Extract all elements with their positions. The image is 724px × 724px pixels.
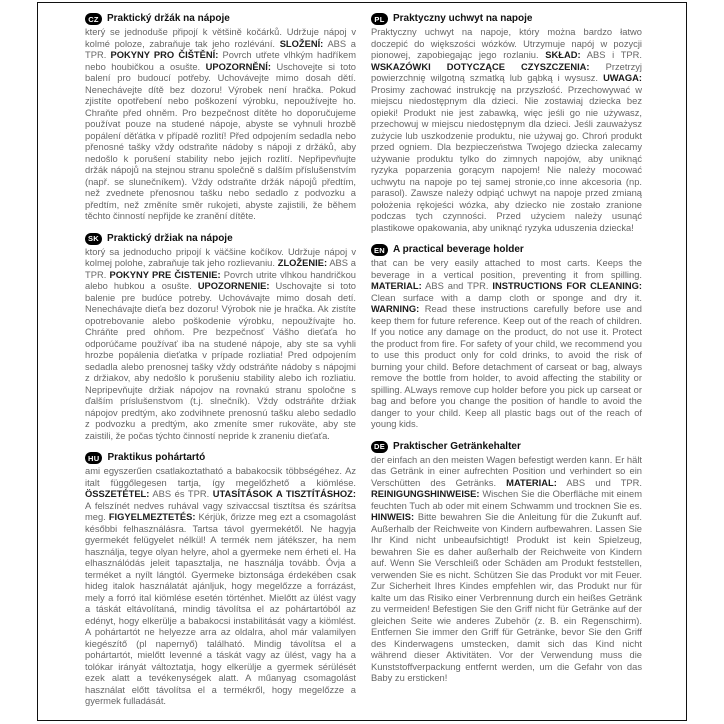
section-cz (85, 13, 356, 223)
section-cz-body: který se jednoduše připojí k většině kočárků. Udržuje nápoj v kolmé poloze, zabraňuje tak jeho rozlévání. SLOŽENÍ: ABS a TPR. POKYNY PRO ČIŠTĚNÍ: Povrch utřete vlhkým hadříkem nebo houbičkou a osušte. UPOZORNĚNÍ: Uschovejte si toto balení pro budoucí potřeby. Uchovávejte mimo dosah dětí. Nenechávejte dítě bez dozoru! Výrobek není hračka. Pokud zjistíte opotřebení nebo poškození výrobku, nepoužívejte ho. Chraňte před ohněm. Pro bezpečnost dítěte ho doporučujeme používat pouze na studené nápoje, abyste se vyhnuli hrozbě popálení děťátka v případě rozlití! Před odpojením sedadla nebo přenosné tašky vždy odstraňte nádoby s nápoji z držáků, aby nedošlo k porušení stability nebo jejich rozlití. Nepřipevňujte držák nápojů na stejnou stranu společně s dalším příslušenstvím (např. se slunečníkem). Vždy odstraňte držák nápojů předtím, než zvednete přenosnou tašku nebo sedadlo z podvozku a předtím, než změníte směr rukojeti, abyste zajistili, že během těchto činností nepřijde ke zranění dítěte. (85, 27, 357, 221)
section-sk (85, 233, 356, 443)
section-en (371, 244, 642, 431)
language-badge-pl: PL (371, 13, 388, 25)
section-en-header (371, 244, 642, 256)
language-badge-de: DE (371, 441, 388, 453)
section-hu (85, 452, 356, 708)
section-en-body: that can be very easily attached to most carts. Keeps the beverage in a vertical position, preventing it from spilling. MATERIAL: ABS and TPR. INSTRUCTIONS FOR CLEANING: Clean surface with a damp cloth or sponge and dry it. WARNING: Read these instructions carefully before use and keep them for future reference. Keep out of the reach of children. If you notice any damage on the product, do not use it. Protect the product from fire. For safety of your child, we recommend you to use this product only for cold drinks, to avoid the risk of burning your child. Before detachment of carseat or bag, always remove the bottle from holder, to avoid affecting the stability or spilling. ALways remove cup holder before you pick up carseat or bag and before you change the position of handle to avoid the danger to your child. Keep all plastic bags out of the reach of young kids. (371, 258, 642, 429)
left-column (85, 13, 356, 718)
section-hu-header (85, 452, 356, 464)
section-pl-body: Praktyczny uchwyt na napoje, który można bardzo łatwo doczepić do większości wózków. Utrzymuje napój w pozycji pionowej, zapobiegając jego rozlaniu. SKŁAD: ABS i TPR. WSKAZÓWKI DOTYCZĄCE CZYSZCZENIA: Przetrzyj powierzchnię wilgotną szmatką lub gąbką i wysusz. UWAGA: Prosimy zachować instrukcję na przyszłość. Przechowywać w miejscu niedostępnym dla dzieci. Nie zostawiaj dziecka bez opieki! Produkt nie jest zabawką, więc jeśli go nie używasz, przechowuj w miejscu niedostępnym dla dzieci. Jeśli zauważysz zużycie lub uszkodzenie produktu, nie używaj go. Chroń produkt przed ogniem. Dla bezpieczeństwa Twojego dziecka zalecamy używanie produktu tylko do zimnych napojów, aby uniknąć ryzyka poparzenia gorącym napojem! Nie należy mocować uchwytu na napoje po tej samej stronie,co inne akcesoria (np. parasol). Zawsze należy odpiąć uchwyt na napoje przed zmianą położenia rękojeści wózka, aby dziecko nie zostało zranione podczas tych czynności. Przed użyciem należy usunąć plastikowe opakowania, aby uniknąć ryzyka uduszenia dziecka! (371, 27, 642, 233)
language-badge-cz: CZ (85, 13, 102, 25)
section-sk-body: ktorý sa jednoducho pripojí k väčšine kočíkov. Udržuje nápoj v kolmej polohe, zabraňuje tak jeho rozlievaniu. ZLOŽENIE: ABS a TPR. POKYNY PRE ČISTENIE: Povrch utrite vlhkou handričkou alebo hubkou a osušte. UPOZORNENIE: Uschovajte si toto balenie pre budúce potreby. Uchovávajte mimo dosah detí. Nenechávajte dieťa bez dozoru! Výrobok nie je hračka. Ak zistíte opotrebovanie alebo poškodenie výrobku, nepoužívajte ho. Chráňte pred ohňom. Pre bezpečnosť Vášho dieťaťa ho odporúčame používať iba na studené nápoje, aby ste sa vyhli hrozbe popálenia dieťatka v prípade rozliatia! Pred odpojením sedadla alebo prenosnej tašky vždy odstráňte nádoby s nápojmi z držiakov, aby nedošlo k porušeniu stability alebo ich rozliatiu. Nepripevňujte držiak nápojov na rovnakú stranu spoločne s ďalším príslušenstvom (t.j. slnečník). Vždy odstráňte držiak nápojov predtým, ako zodvihnete prenosnú tašku alebo sedadlo z podvozku a predtým, ako zmeníte smer rukoväte, aby ste zaistili, že počas týchto činností nepride k zraneniu dieťaťa. (85, 246, 356, 441)
section-hu-title: Praktikus pohártartó (107, 452, 206, 463)
section-de (371, 441, 642, 685)
section-pl (371, 13, 642, 234)
section-cz-header (85, 13, 356, 25)
section-sk-title: Praktický držiak na nápoje (107, 232, 233, 244)
right-column (371, 13, 642, 718)
section-de-body: der einfach an den meisten Wagen befestigt werden kann. Er hält das Getränk in einer aufrechten Position und verhindert so ein Verschütten des Getränks. MATERIAL: ABS und TPR. REINIGUNGSHINWEISE: Wischen Sie die Oberfläche mit einem feuchten Tuch ab oder mit einem Schwamm und trocknen Sie es. HINWEIS: Bitte bewahren Sie die Anleitung für die Zukunft auf. Außerhalb der Reichweite von Kindern aufbewahren. Lassen Sie Ihr Kind nicht unbeaufsichtigt! Produkt ist kein Spielzeug, bewahren Sie es daher außerhalb der Reichweite von Kindern auf. Wenn Sie Verschleiß oder Schäden am Produkt feststellen, verwenden Sie es nicht. Schützen Sie das Produkt vor mit Feuer. Zur Sicherheit Ihres Kindes empfehlen wir, das Produkt nur für kalte um das Risiko einer Verbrennung durch ein heißes Getränk zu vermeiden! Befestigen Sie den Griff nicht für Getränke auf der gleichen Seite wie anderes Zubehör (z. B. ein Regenschirm). Entfernen Sie immer den Griff für Getränke, bevor Sie den Griff des Kinderwagens umstecken, damit sich das Kind nicht während dieser Aktivitäten. Vor der Verwendung muss die Kunststoffverpackung entfernt werden, um die Gefahr von das Baby zu ersticken! (371, 454, 642, 683)
section-hu-body: ami egyszerűen csatlakoztatható a babakocsik többségéhez. Az italt függőlegesen tartja, így megelőzhető a kiömlése. ÖSSZETÉTEL: ABS és TPR. UTASÍTÁSOK A TISZTÍTÁSHOZ: A felszínét nedves ruhával vagy szivaccsal tisztítsa és szárítsa meg. FIGYELMEZTETÉS: Kérjük, őrizze meg ezt a csomagolást későbbi felhasználásra. Tartsa távol gyermekétől. Ne hagyja gyermekét felügyelet nélkül! A termék nem játékszer, ha nem használja, tegye olyan helyre, ahol a gyermeke nem érheti el. Ha elhasználódás jeleit tapasztalja, ne használja tovább. Óvja a terméket a nyílt lángtól. Gyermeke biztonsága érdekében csak hideg italok használatát ajánljuk, hogy megelőzze a forrázást, mely a forró ital kiömlése esetén történhet. Mielőtt az ülést vagy a táskát eltávolítaná, mindig távolítsa el az pohártartóból az edényt, hogy elkerülje a babakocsi instabilitását vagy a kiömlést. A pohártartót ne helyezze arra az oldalra, ahol már valamilyen kiegészítő (pl napernyő) található. Mindig távolítsa el a pohártartót, mielőtt levenné a táskát vagy az ülést, vagy ha a tolókar irányát változtatja, hogy elkerülje a gyermek sérülését ezek alatt a tevékenységek alatt. A műanyag csomagolást használat előtt távolítsa el a termékről, hogy megelőzze a gyermek fulladását. (85, 466, 356, 706)
language-badge-hu: HU (85, 452, 102, 464)
section-sk-header (85, 233, 356, 245)
leaflet-content (85, 13, 642, 718)
section-en-title: A practical beverage holder (393, 244, 524, 255)
section-pl-title: Praktyczny uchwyt na napoje (393, 13, 533, 24)
section-de-title: Praktischer Getränkehalter (393, 440, 521, 452)
section-de-header (371, 441, 642, 453)
section-cz-title: Praktický držák na nápoje (107, 13, 230, 24)
section-pl-header (371, 13, 642, 25)
language-badge-en: EN (371, 244, 388, 256)
language-badge-sk: SK (85, 233, 102, 245)
